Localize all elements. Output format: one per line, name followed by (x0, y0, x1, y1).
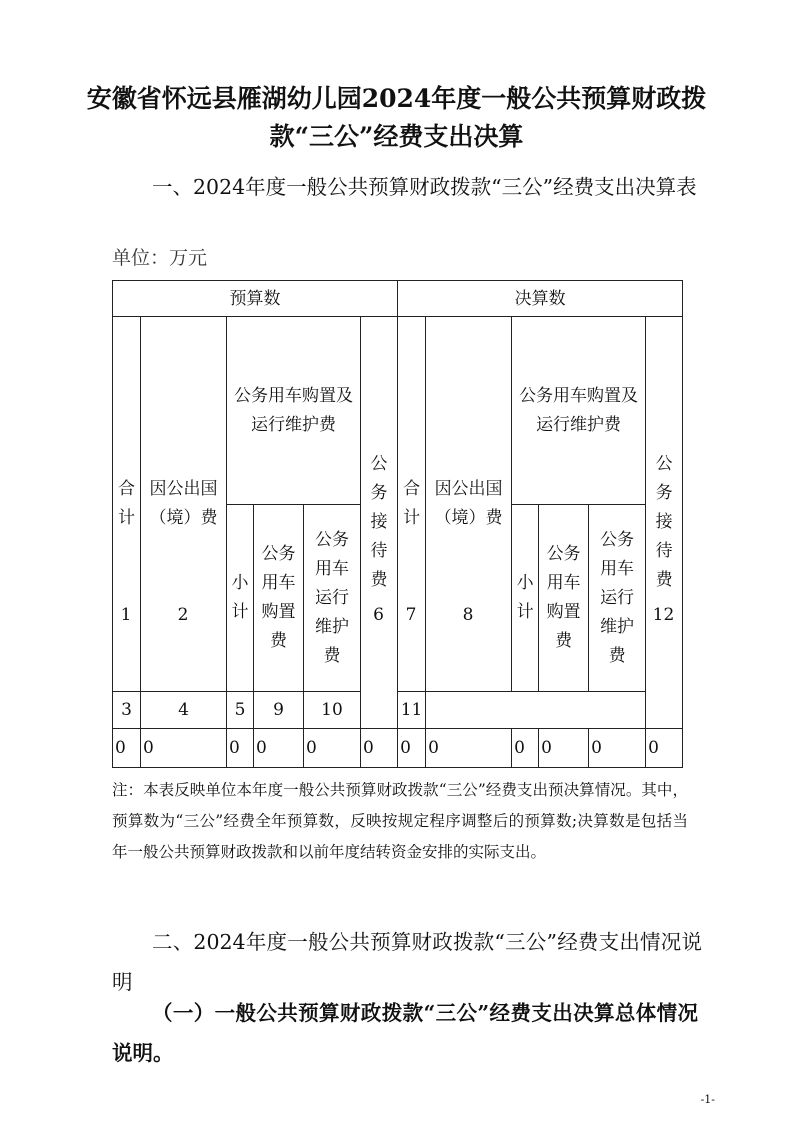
header-final-group: 决算数 (398, 281, 683, 317)
value-cell: 0 (426, 729, 512, 768)
col-number: 11 (398, 692, 426, 729)
value-cell: 0 (304, 729, 361, 768)
header-budget-purchase: 公务用车购置费 (254, 505, 304, 692)
header-budget-reception: 公务接待费 (361, 317, 398, 729)
header-final-total: 合计 (398, 317, 426, 692)
header-budget-total: 合计 (113, 317, 141, 692)
header-budget-vehicle: 公务用车购置及运行维护费 (227, 317, 361, 505)
col-number: 2 (177, 605, 189, 625)
value-cell: 0 (539, 729, 589, 768)
value-cell: 0 (254, 729, 304, 768)
value-cell: 0 (361, 729, 398, 768)
value-cell: 0 (227, 729, 254, 768)
col-number: 10 (304, 692, 361, 729)
col-number: 3 (113, 692, 141, 729)
value-cell: 0 (589, 729, 646, 768)
table-note: 注：本表反映单位本年度一般公共预算财政拨款“三公”经费支出预决算情况。其中，预算数为“三公”经费全年预算数，反映按规定程序调整后的预算数;决算数是包括当年一般公共预算财政拨款和以前年度结转资金安排的实际支出。 (112, 781, 688, 861)
document-title-line2: 款“三公”经费支出决算 (269, 122, 524, 151)
table-row (113, 729, 683, 768)
three-public-expense-table (112, 280, 683, 768)
col-number: 8 (462, 605, 474, 625)
col-number: 1 (120, 605, 132, 625)
value-cell: 0 (512, 729, 539, 768)
page-number: -1- (700, 1093, 715, 1106)
col-number: 4 (141, 692, 227, 729)
value-cell: 0 (113, 729, 141, 768)
col-number: 9 (254, 692, 304, 729)
header-budget-operation: 公务用车运行维护费 (304, 505, 361, 692)
section1-heading: 一、2024年度一般公共预算财政拨款“三公”经费支出决算表 (152, 175, 697, 199)
header-budget-group: 预算数 (113, 281, 398, 317)
header-budget-abroad: 因公出国（境）费 (141, 317, 227, 692)
value-cell: 0 (398, 729, 426, 768)
col-number: 6 (373, 605, 384, 625)
col-number: 5 (227, 692, 254, 729)
value-cell: 0 (646, 729, 683, 768)
header-final-abroad: 因公出国（境）费 (426, 317, 512, 692)
document-title-line1: 安徽省怀远县雁湖幼儿园2024年度一般公共预算财政拨 (86, 84, 707, 113)
section2-heading: 二、2024年度一般公共预算财政拨款“三公”经费支出情况说明 (112, 930, 702, 994)
value-cell: 0 (141, 729, 227, 768)
unit-label: 单位：万元 (112, 247, 208, 269)
col-number: 12 (652, 605, 675, 625)
header-final-reception: 公务接待费 (646, 317, 683, 729)
header-final-operation: 公务用车运行维护费 (589, 505, 646, 692)
subsection1-heading: （一）一般公共预算财政拨款“三公”经费支出决算总体情况说明。 (112, 1001, 698, 1065)
header-final-vehicle: 公务用车购置及运行维护费 (512, 317, 646, 505)
header-budget-subtotal: 小计 (227, 505, 254, 692)
header-final-purchase: 公务用车购置费 (539, 505, 589, 692)
col-number: 7 (405, 605, 417, 625)
header-final-subtotal: 小计 (512, 505, 539, 692)
